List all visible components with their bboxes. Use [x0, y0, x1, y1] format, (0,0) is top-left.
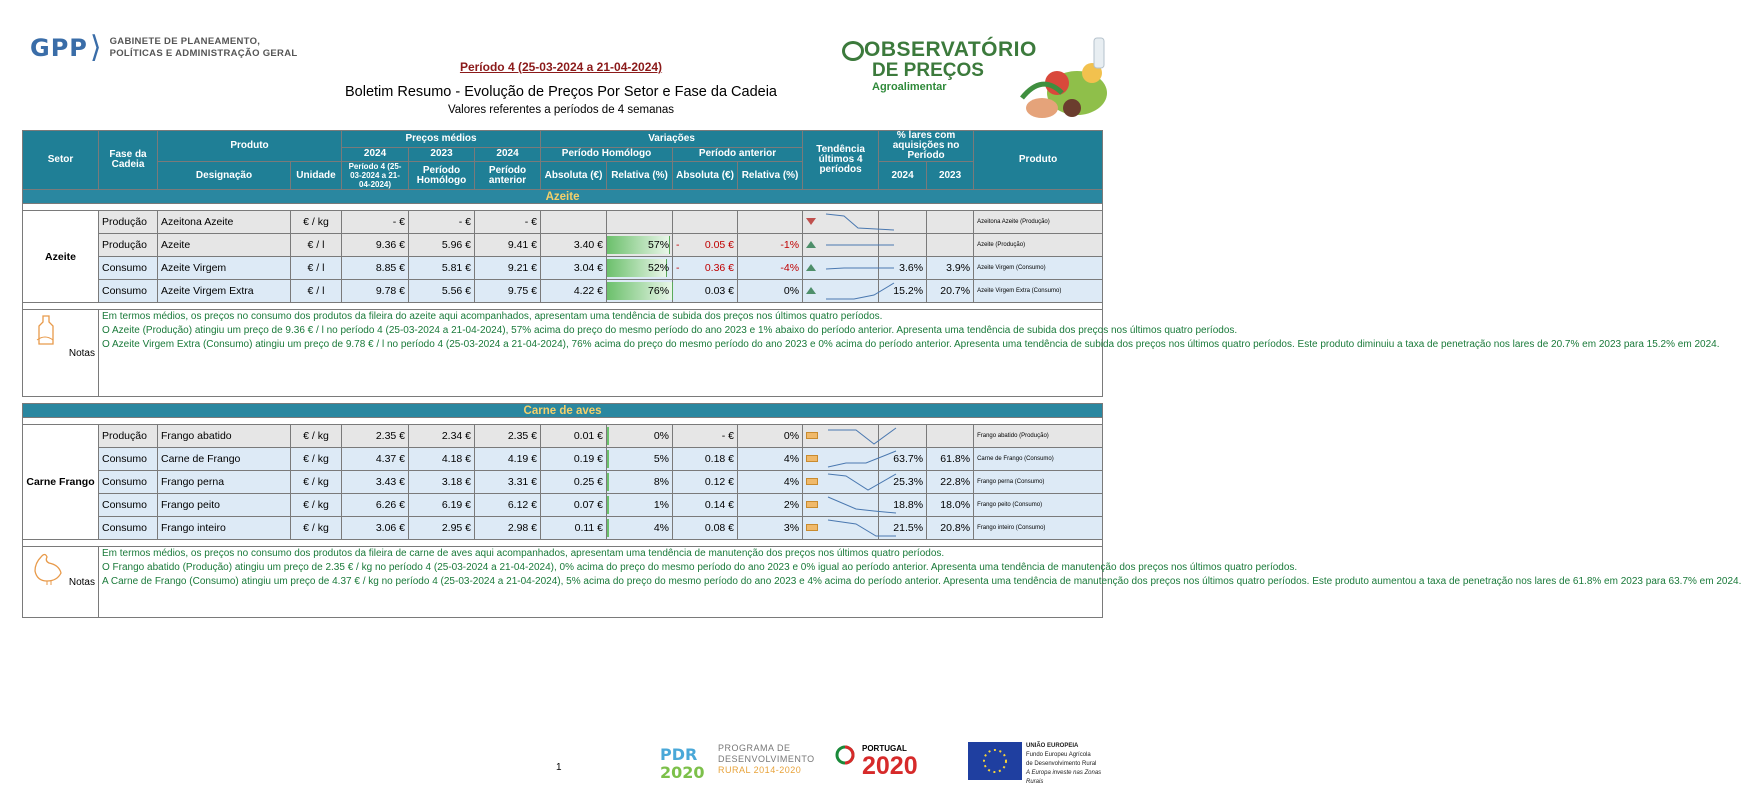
section-header: Carne de aves [23, 404, 1103, 418]
eu-line-4: A Europa investe nas Zonas Rurais [1026, 770, 1102, 785]
trend-up-icon [806, 287, 816, 294]
lares-2023-cell: 61.8% [927, 448, 974, 471]
obs-line-1: OBSERVATÓRIO [864, 38, 1037, 61]
lares-2024-cell: 3.6% [879, 257, 927, 280]
produto-cell: Frango peito [158, 494, 291, 517]
col-produto-2: Produto [974, 131, 1103, 190]
col-var-anterior: Período anterior [673, 147, 803, 161]
trend-sparkline [824, 281, 896, 301]
obs-line-2: DE PREÇOS [872, 60, 984, 81]
note-paragraph: A Carne de Frango (Consumo) atingiu um preço de 4.37 € / kg no período 4 (25-03-2024 a 21-04-2024), 5% acima do preço do mesmo período do ano 2023 e 4% acima do período anterior. Apresenta uma tendência de manutenção dos preços nos últimos quatro períodos. Este produto aumentou a taxa de penetração nos lares de 61.8% em 2023 para 63.7% em 2024. [102, 576, 1741, 587]
trend-sparkline [826, 518, 898, 538]
col-precos-medios: Preços médios [342, 131, 541, 148]
col-relativa-2: Relativa (%) [738, 162, 803, 190]
col-produto: Produto [158, 131, 342, 162]
abs-homologo-cell: 4.22 € [541, 280, 607, 303]
note-paragraph: O Azeite (Produção) atingiu um preço de 9.36 € / l no período 4 (25-03-2024 a 21-04-2024), 57% acima do preço do mesmo período do ano 2023 e 1% abaixo do período anterior. Apresenta uma tendência de subida dos preços nos últimos quatro períodos. [102, 325, 1238, 336]
preco-2023-cell: 4.18 € [409, 448, 475, 471]
col-absoluta-2: Absoluta (€) [673, 162, 738, 190]
svg-text:PDR: PDR [660, 745, 698, 764]
produto-label-cell: Azeite Virgem (Consumo) [974, 257, 1103, 280]
rel-anterior-cell: 4% [738, 471, 803, 494]
gpp-logo-bracket-icon: ⟩ [89, 31, 102, 64]
table-row [23, 211, 1103, 234]
produto-cell: Azeite [158, 234, 291, 257]
abs-anterior-value: 0.08 € [704, 522, 735, 534]
rel-homologo-cell [607, 280, 673, 303]
minus-sign: - [676, 239, 680, 251]
preco-anterior-cell: 4.19 € [475, 448, 541, 471]
col-periodo-anterior: Período anterior [475, 162, 541, 190]
produto-label-cell: Carne de Frango (Consumo) [974, 448, 1103, 471]
rel-anterior-cell: 0% [738, 280, 803, 303]
section-header: Azeite [23, 190, 1103, 204]
produto-cell: Frango perna [158, 471, 291, 494]
abs-anterior-cell [673, 211, 738, 234]
trend-sparkline [824, 235, 896, 255]
produto-label-cell: Frango perna (Consumo) [974, 471, 1103, 494]
trend-sparkline [824, 212, 896, 232]
eu-line-2: Fundo Europeu Agrícola [1026, 752, 1091, 758]
preco-2024-cell: 6.26 € [342, 494, 409, 517]
abs-anterior-cell [673, 280, 738, 303]
bulletin-subtitle: Valores referentes a períodos de 4 semanas [447, 104, 675, 116]
produto-label-cell: Azeitona Azeite (Produção) [974, 211, 1103, 234]
preco-2023-cell: 6.19 € [409, 494, 475, 517]
table-row [23, 471, 1103, 494]
unidade-cell: € / kg [291, 425, 342, 448]
footer-logos [660, 740, 1110, 784]
produto-cell: Azeite Virgem [158, 257, 291, 280]
notes-row [23, 310, 1103, 397]
abs-homologo-cell: 0.19 € [541, 448, 607, 471]
col-2024: 2024 [342, 147, 409, 161]
produto-cell: Carne de Frango [158, 448, 291, 471]
trend-flat-icon [806, 455, 818, 462]
col-2024b: 2024 [475, 147, 541, 161]
preco-2023-cell: 3.18 € [409, 471, 475, 494]
table-row [23, 280, 1103, 303]
price-table [22, 130, 1741, 618]
pdr-line-2: DESENVOLVIMENTO [718, 754, 815, 764]
col-lares-2023: 2023 [927, 162, 974, 190]
note-paragraph: O Azeite Virgem Extra (Consumo) atingiu um preço de 9.78 € / l no período 4 (25-03-2024 a 21-04-2024), 76% acima do preço do mesmo período do ano 2023 e 0% acima do período anterior. Apresenta uma tendência de subida dos preços nos últimos quatro períodos. Este produto diminuiu a taxa de penetração nos lares de 20.7% em 2023 para 15.2% em 2024. [102, 339, 1720, 350]
col-lares-2024: 2024 [879, 162, 927, 190]
abs-anterior-cell [673, 494, 738, 517]
rel-homologo-value: 57% [648, 239, 670, 251]
unidade-cell: € / kg [291, 448, 342, 471]
abs-anterior-value: - € [721, 430, 735, 442]
rel-bar [607, 496, 609, 514]
abs-homologo-cell: 3.40 € [541, 234, 607, 257]
abs-anterior-value: 0.18 € [704, 453, 735, 465]
col-absoluta: Absoluta (€) [541, 162, 607, 190]
preco-anterior-cell: - € [475, 211, 541, 234]
vegetables-image [982, 38, 1112, 124]
abs-anterior-cell [673, 517, 738, 540]
produto-label-cell: Frango inteiro (Consumo) [974, 517, 1103, 540]
notes-label-cell [23, 547, 99, 618]
trend-up-icon [806, 241, 816, 248]
rel-anterior-cell: -4% [738, 257, 803, 280]
abs-anterior-cell [673, 448, 738, 471]
trend-sparkline [824, 258, 896, 278]
trend-sparkline [826, 472, 898, 492]
preco-2024-cell: 2.35 € [342, 425, 409, 448]
preco-anterior-cell: 9.75 € [475, 280, 541, 303]
lares-2024-cell: 25.3% [879, 471, 927, 494]
preco-2024-cell: 8.85 € [342, 257, 409, 280]
col-variacoes: Variações [541, 131, 803, 148]
eu-line-3: de Desenvolvimento Rural [1026, 761, 1097, 767]
notes-label-cell [23, 310, 99, 397]
rel-anterior-cell: 0% [738, 425, 803, 448]
abs-anterior-value: 0.12 € [704, 476, 735, 488]
preco-2024-cell: 3.43 € [342, 471, 409, 494]
rel-bar [607, 519, 609, 537]
abs-anterior-value: 0.36 € [704, 262, 735, 274]
pdr-line-3: RURAL 2014-2020 [718, 765, 802, 775]
org-line-2: POLÍTICAS E ADMINISTRAÇÃO GERAL [109, 48, 298, 59]
lares-2023-cell: 18.0% [927, 494, 974, 517]
rel-bar [607, 427, 609, 445]
produto-label-cell: Frango peito (Consumo) [974, 494, 1103, 517]
notes-text [99, 310, 1720, 397]
trend-cell [803, 425, 879, 448]
abs-anterior-value: 0.14 € [704, 499, 735, 511]
lares-2024-cell: 18.8% [879, 494, 927, 517]
unidade-cell: € / kg [291, 494, 342, 517]
trend-cell [803, 211, 879, 234]
minus-sign: - [676, 262, 680, 274]
table-row [23, 257, 1103, 280]
setor-cell: Azeite [23, 211, 99, 303]
abs-anterior-cell [673, 425, 738, 448]
lares-2023-cell: 20.7% [927, 280, 974, 303]
abs-homologo-cell: 0.11 € [541, 517, 607, 540]
eu-flag-icon [968, 742, 1022, 780]
note-paragraph: O Frango abatido (Produção) atingiu um preço de 2.35 € / kg no período 4 (25-03-2024 a 21-04-2024), 0% acima do preço do mesmo período do ano 2023 e 0% igual ao período anterior. Apresenta uma tendência de manutenção dos preços nos últimos quatro períodos. [102, 562, 1298, 573]
gpp-logo [30, 31, 298, 64]
lares-2023-cell: 3.9% [927, 257, 974, 280]
fase-cell: Consumo [99, 494, 158, 517]
rel-homologo-cell [607, 257, 673, 280]
preco-2024-cell: 3.06 € [342, 517, 409, 540]
lares-2024-cell: 21.5% [879, 517, 927, 540]
table-row [23, 234, 1103, 257]
portugal-flag-icon [836, 746, 858, 764]
abs-anterior-cell [673, 471, 738, 494]
notes-text [99, 547, 1741, 618]
col-periodo-homologo: Período Homólogo [409, 162, 475, 190]
fase-cell: Consumo [99, 280, 158, 303]
table-row [23, 517, 1103, 540]
portugal-2020-logo [836, 742, 951, 784]
trend-flat-icon [806, 432, 818, 439]
rel-homologo-cell [607, 471, 673, 494]
notes-label: Notas [68, 576, 95, 588]
pdr-logo [660, 744, 705, 782]
produto-label-cell: Azeite Virgem Extra (Consumo) [974, 280, 1103, 303]
col-setor: Setor [23, 131, 99, 190]
rel-homologo-value: 8% [653, 476, 670, 488]
unidade-cell: € / l [291, 234, 342, 257]
preco-2023-cell: 5.81 € [409, 257, 475, 280]
produto-cell: Frango abatido [158, 425, 291, 448]
trend-flat-icon [806, 524, 818, 531]
unidade-cell: € / kg [291, 471, 342, 494]
setor-cell: Carne Frango [23, 425, 99, 540]
abs-homologo-cell [541, 211, 607, 234]
fase-cell: Produção [99, 425, 158, 448]
rel-homologo-value: 5% [653, 453, 670, 465]
produto-cell: Azeite Virgem Extra [158, 280, 291, 303]
lares-2024-cell: 63.7% [879, 448, 927, 471]
trend-up-icon [806, 264, 816, 271]
trend-sparkline [826, 495, 898, 515]
preco-2023-cell: - € [409, 211, 475, 234]
col-unidade: Unidade [291, 162, 342, 190]
preco-anterior-cell: 9.21 € [475, 257, 541, 280]
period-title: Período 4 (25-03-2024 a 21-04-2024) [459, 60, 663, 74]
col-relativa: Relativa (%) [607, 162, 673, 190]
rel-homologo-cell [607, 517, 673, 540]
fase-cell: Consumo [99, 517, 158, 540]
rel-homologo-value: 76% [648, 285, 670, 297]
trend-cell [803, 234, 879, 257]
gpp-logo-text: GPP [30, 34, 88, 62]
notes-row [23, 547, 1103, 618]
notes-label: Notas [68, 347, 95, 359]
pdr-line-1: PROGRAMA DE [718, 743, 791, 753]
fase-cell: Produção [99, 234, 158, 257]
rel-bar [607, 450, 609, 468]
preco-2024-cell: 9.78 € [342, 280, 409, 303]
preco-2024-cell: 4.37 € [342, 448, 409, 471]
rel-homologo-cell [607, 494, 673, 517]
fase-cell: Consumo [99, 257, 158, 280]
table-row [23, 425, 1103, 448]
observatorio-logo [842, 38, 1112, 124]
preco-2023-cell: 5.96 € [409, 234, 475, 257]
rel-anterior-cell: 2% [738, 494, 803, 517]
eu-line-1: UNIÃO EUROPEIA [1026, 743, 1079, 749]
svg-text:2020: 2020 [660, 763, 705, 782]
produto-label-cell: Azeite (Produção) [974, 234, 1103, 257]
note-paragraph: Em termos médios, os preços no consumo dos produtos da fileira de carne de aves aqui acompanhados, apresentam uma tendência de manutenção dos preços nos últimos quatro períodos. [102, 548, 945, 559]
rel-anterior-cell: -1% [738, 234, 803, 257]
abs-anterior-value: 0.05 € [704, 239, 735, 251]
col-lares: % lares com aquisições no Período [879, 131, 974, 162]
trend-cell [803, 257, 879, 280]
col-var-homologo: Período Homólogo [541, 147, 673, 161]
abs-homologo-cell: 0.07 € [541, 494, 607, 517]
preco-anterior-cell: 3.31 € [475, 471, 541, 494]
olive-oil-icon [33, 314, 63, 348]
trend-cell [803, 280, 879, 303]
preco-2023-cell: 5.56 € [409, 280, 475, 303]
abs-homologo-cell: 0.25 € [541, 471, 607, 494]
col-periodo-atual: Período 4 (25-03-2024 a 21-04-2024) [342, 162, 409, 190]
abs-homologo-cell: 3.04 € [541, 257, 607, 280]
abs-homologo-cell: 0.01 € [541, 425, 607, 448]
lares-2023-cell [927, 211, 974, 234]
rel-homologo-value: 52% [648, 262, 670, 274]
produto-label-cell: Frango abatido (Produção) [974, 425, 1103, 448]
col-tendencia: Tendência últimos 4 períodos [803, 131, 879, 190]
rel-anterior-cell: 4% [738, 448, 803, 471]
fase-cell: Consumo [99, 471, 158, 494]
table-row [23, 494, 1103, 517]
trend-down-icon [806, 218, 816, 225]
lares-2023-cell [927, 425, 974, 448]
abs-anterior-cell [673, 257, 738, 280]
rel-homologo-value: 1% [653, 499, 670, 511]
trend-flat-icon [806, 501, 818, 508]
lares-2023-cell [927, 234, 974, 257]
preco-anterior-cell: 6.12 € [475, 494, 541, 517]
note-paragraph: Em termos médios, os preços no consumo dos produtos da fileira do azeite aqui acompanhados, apresentam uma tendência de subida dos preços nos últimos quatro períodos. [102, 311, 883, 322]
trend-flat-icon [806, 478, 818, 485]
lares-2024-cell: 15.2% [879, 280, 927, 303]
abs-anterior-value: 0.03 € [704, 285, 735, 297]
trend-sparkline [826, 449, 898, 469]
col-designacao: Designação [158, 162, 291, 190]
rel-anterior-cell [738, 211, 803, 234]
preco-2023-cell: 2.34 € [409, 425, 475, 448]
lares-2023-cell: 22.8% [927, 471, 974, 494]
fase-cell: Consumo [99, 448, 158, 471]
produto-cell: Azeitona Azeite [158, 211, 291, 234]
preco-anterior-cell: 2.98 € [475, 517, 541, 540]
pt-year: 2020 [862, 752, 918, 780]
trend-cell [803, 471, 879, 494]
abs-anterior-cell [673, 234, 738, 257]
obs-line-3: Agroalimentar [872, 81, 947, 93]
preco-anterior-cell: 2.35 € [475, 425, 541, 448]
preco-2023-cell: 2.95 € [409, 517, 475, 540]
preco-2024-cell: - € [342, 211, 409, 234]
unidade-cell: € / kg [291, 211, 342, 234]
col-2023: 2023 [409, 147, 475, 161]
bulletin-title: Boletim Resumo - Evolução de Preços Por Setor e Fase da Cadeia [345, 84, 777, 100]
rel-anterior-cell: 3% [738, 517, 803, 540]
rel-homologo-cell [607, 234, 673, 257]
produto-cell: Frango inteiro [158, 517, 291, 540]
trend-cell [803, 517, 879, 540]
lares-2023-cell: 20.8% [927, 517, 974, 540]
col-fase: Fase da Cadeia [99, 131, 158, 190]
rel-homologo-cell [607, 448, 673, 471]
unidade-cell: € / kg [291, 517, 342, 540]
unidade-cell: € / l [291, 280, 342, 303]
unidade-cell: € / l [291, 257, 342, 280]
trend-cell [803, 494, 879, 517]
rel-homologo-cell [607, 425, 673, 448]
chicken-icon [33, 551, 63, 585]
fase-cell: Produção [99, 211, 158, 234]
preco-anterior-cell: 9.41 € [475, 234, 541, 257]
table-row [23, 448, 1103, 471]
preco-2024-cell: 9.36 € [342, 234, 409, 257]
trend-sparkline [826, 426, 898, 446]
org-line-1: GABINETE DE PLANEAMENTO, [109, 36, 261, 47]
trend-cell [803, 448, 879, 471]
page-number: 1 [556, 762, 562, 773]
rel-homologo-value: 4% [653, 522, 670, 534]
rel-bar [607, 473, 609, 491]
rel-homologo-cell [607, 211, 673, 234]
pt-label: PORTUGAL [862, 744, 907, 753]
rel-homologo-value: 0% [653, 430, 670, 442]
